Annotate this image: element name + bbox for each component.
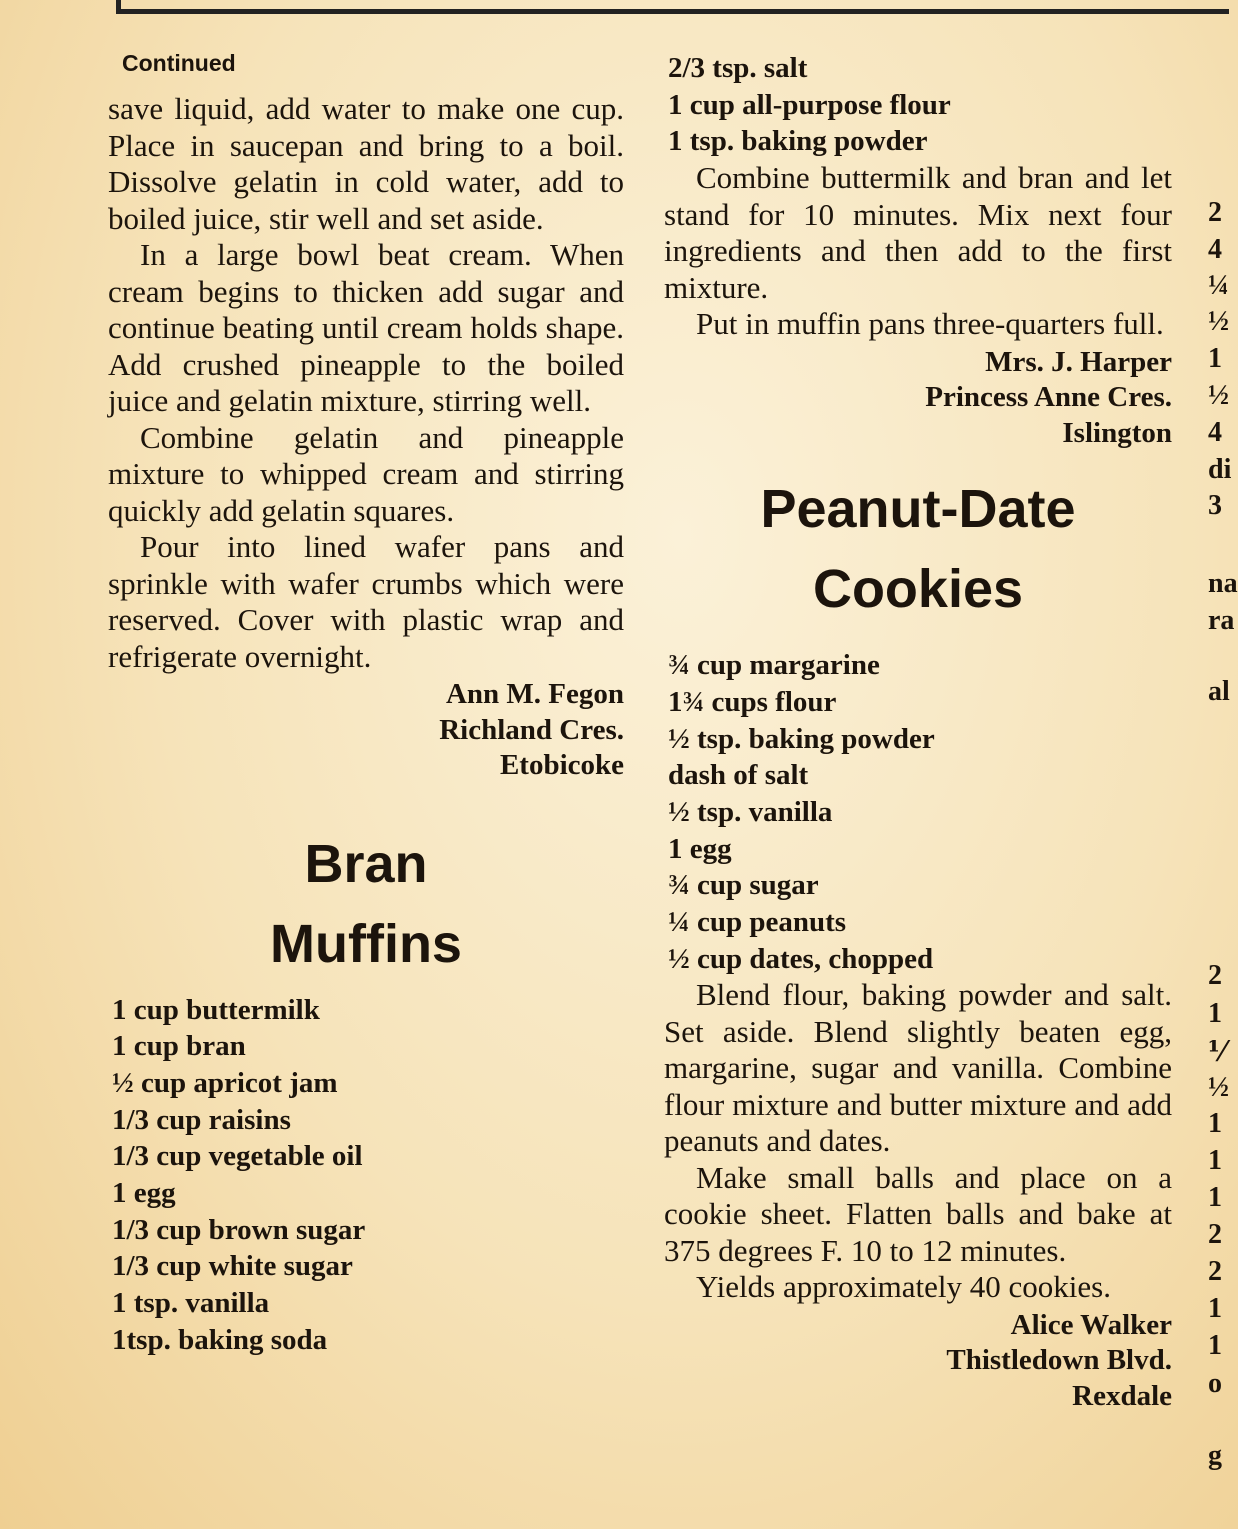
signature-name: Alice Walker bbox=[1010, 1308, 1172, 1341]
signature-street: Princess Anne Cres. bbox=[925, 381, 1172, 414]
edge-fragment: ½ bbox=[1208, 380, 1229, 411]
paragraph: In a large bowl beat cream. When cream begins to thicken add sugar and continue beating until cream holds shape. Add crushed pineapple to the boiled juice and gelatin mixture, stirring well. bbox=[108, 237, 624, 418]
edge-fragment: al bbox=[1208, 676, 1230, 707]
title-line: Cookies bbox=[812, 559, 1024, 620]
column-1 bbox=[108, 50, 624, 1359]
edge-fragment: 1 bbox=[1208, 343, 1222, 374]
list-item: 1 cup bran bbox=[112, 1030, 246, 1063]
list-item: ½ cup apricot jam bbox=[112, 1066, 338, 1099]
edge-fragment: ⅟ bbox=[1208, 1037, 1226, 1068]
top-border-rule bbox=[116, 0, 1229, 14]
paragraph: Blend flour, baking powder and salt. Set aside. Blend slightly beaten egg, margarine, sugar and vanilla. Combine flour mixture and butter mixture and add peanuts and dates. bbox=[664, 977, 1172, 1159]
edge-fragment: ½ bbox=[1208, 306, 1229, 337]
paragraph: save liquid, add water to make one cup. Place in saucepan and bring to a boil. Dissolve gelatin in cold water, add to boiled juice, stir well and set aside. bbox=[108, 91, 624, 236]
list-item: 2/3 tsp. salt bbox=[668, 52, 808, 84]
signature-city: Islington bbox=[1062, 416, 1172, 449]
signature-street: Richland Cres. bbox=[439, 713, 624, 746]
signature-city: Etobicoke bbox=[499, 749, 624, 781]
paragraph: Combine buttermilk and bran and let stand for 10 minutes. Mix next four ingredients and then add to the first mixture. bbox=[664, 160, 1172, 305]
paragraph: Make small balls and place on a cookie sheet. Flatten balls and bake at 375 degrees F. 10 to 12 minutes. bbox=[664, 1159, 1172, 1268]
column-3-cut-edge bbox=[1206, 0, 1238, 1529]
paragraph: Combine gelatin and pineapple mixture to whipped cream and stirring quickly add gelatin squares. bbox=[108, 419, 624, 528]
list-item: 1 egg bbox=[112, 1177, 176, 1210]
list-item: dash of salt bbox=[668, 759, 809, 792]
edge-fragment: na bbox=[1208, 568, 1238, 599]
ingredient-list-continued bbox=[664, 50, 1172, 160]
edge-fragment: ra bbox=[1208, 605, 1235, 636]
list-item: 1 cup buttermilk bbox=[112, 993, 320, 1026]
edge-fragment: 1 bbox=[1208, 1330, 1222, 1361]
paragraph: Pour into lined wafer pans and sprinkle with wafer crumbs which were reserved. Cover with plastic wrap and refrigerate overnight. bbox=[108, 529, 624, 674]
list-item: 1/3 cup vegetable oil bbox=[112, 1140, 363, 1173]
list-item: ½ cup dates, chopped bbox=[668, 942, 934, 975]
paragraph: Yields approximately 40 cookies. bbox=[696, 1269, 1111, 1305]
recipe-title-peanut-date-cookies bbox=[664, 469, 1172, 629]
title-line: Bran bbox=[304, 833, 428, 894]
list-item: ½ tsp. baking powder bbox=[668, 722, 935, 755]
signature-block bbox=[664, 1308, 1172, 1415]
list-item: 1 tsp. vanilla bbox=[112, 1287, 270, 1320]
signature-name: Ann M. Fegon bbox=[445, 678, 624, 710]
edge-fragment: 4 bbox=[1208, 417, 1222, 448]
edge-fragment: 2 bbox=[1208, 1256, 1222, 1287]
edge-fragment: 1 bbox=[1208, 1108, 1222, 1139]
signature-name: Mrs. J. Harper bbox=[985, 345, 1172, 378]
signature-block bbox=[664, 345, 1172, 452]
list-item: 1tsp. baking soda bbox=[112, 1323, 328, 1356]
list-item: ½ tsp. vanilla bbox=[668, 795, 833, 828]
list-item: 1/3 cup white sugar bbox=[112, 1250, 353, 1283]
edge-fragment: 2 bbox=[1208, 1219, 1222, 1250]
title-line: Muffins bbox=[270, 913, 462, 974]
edge-fragment: 1 bbox=[1208, 1293, 1222, 1324]
edge-fragment: ¼ bbox=[1208, 270, 1229, 301]
edge-fragment: 2 bbox=[1208, 197, 1222, 228]
title-line: Peanut-Date bbox=[760, 479, 1076, 540]
list-item: 1/3 cup brown sugar bbox=[112, 1213, 366, 1246]
list-item: 1¾ cups flour bbox=[668, 685, 837, 718]
edge-fragment: 3 bbox=[1208, 490, 1222, 521]
signature-city: Rexdale bbox=[1072, 1379, 1172, 1412]
list-item: ¾ cup margarine bbox=[668, 649, 880, 682]
edge-fragment: o bbox=[1208, 1368, 1222, 1399]
edge-fragment: 2 bbox=[1208, 960, 1222, 991]
signature-street: Thistledown Blvd. bbox=[946, 1344, 1172, 1377]
recipe-title-bran-muffins bbox=[108, 824, 624, 984]
ingredient-list bbox=[664, 647, 1172, 977]
signature-block bbox=[108, 677, 624, 784]
edge-fragment: 1 bbox=[1208, 1182, 1222, 1213]
edge-fragment: 1 bbox=[1208, 1145, 1222, 1176]
continued-label: Continued bbox=[122, 50, 236, 76]
edge-fragment: 1 bbox=[1208, 998, 1222, 1029]
list-item: 1/3 cup raisins bbox=[112, 1103, 291, 1136]
paragraph: Put in muffin pans three-quarters full. bbox=[696, 306, 1164, 342]
edge-fragment: di bbox=[1208, 454, 1232, 485]
list-item: 1 egg bbox=[668, 832, 732, 865]
ingredient-list bbox=[108, 992, 624, 1359]
list-item: ¾ cup sugar bbox=[668, 869, 819, 902]
list-item: ¼ cup peanuts bbox=[668, 906, 847, 939]
column-2 bbox=[664, 50, 1172, 1414]
list-item: 1 tsp. baking powder bbox=[668, 125, 928, 158]
edge-fragment: g bbox=[1208, 1440, 1222, 1471]
list-item: 1 cup all-purpose flour bbox=[668, 88, 951, 121]
edge-fragment: 4 bbox=[1208, 234, 1222, 265]
edge-fragment: ½ bbox=[1208, 1072, 1229, 1103]
